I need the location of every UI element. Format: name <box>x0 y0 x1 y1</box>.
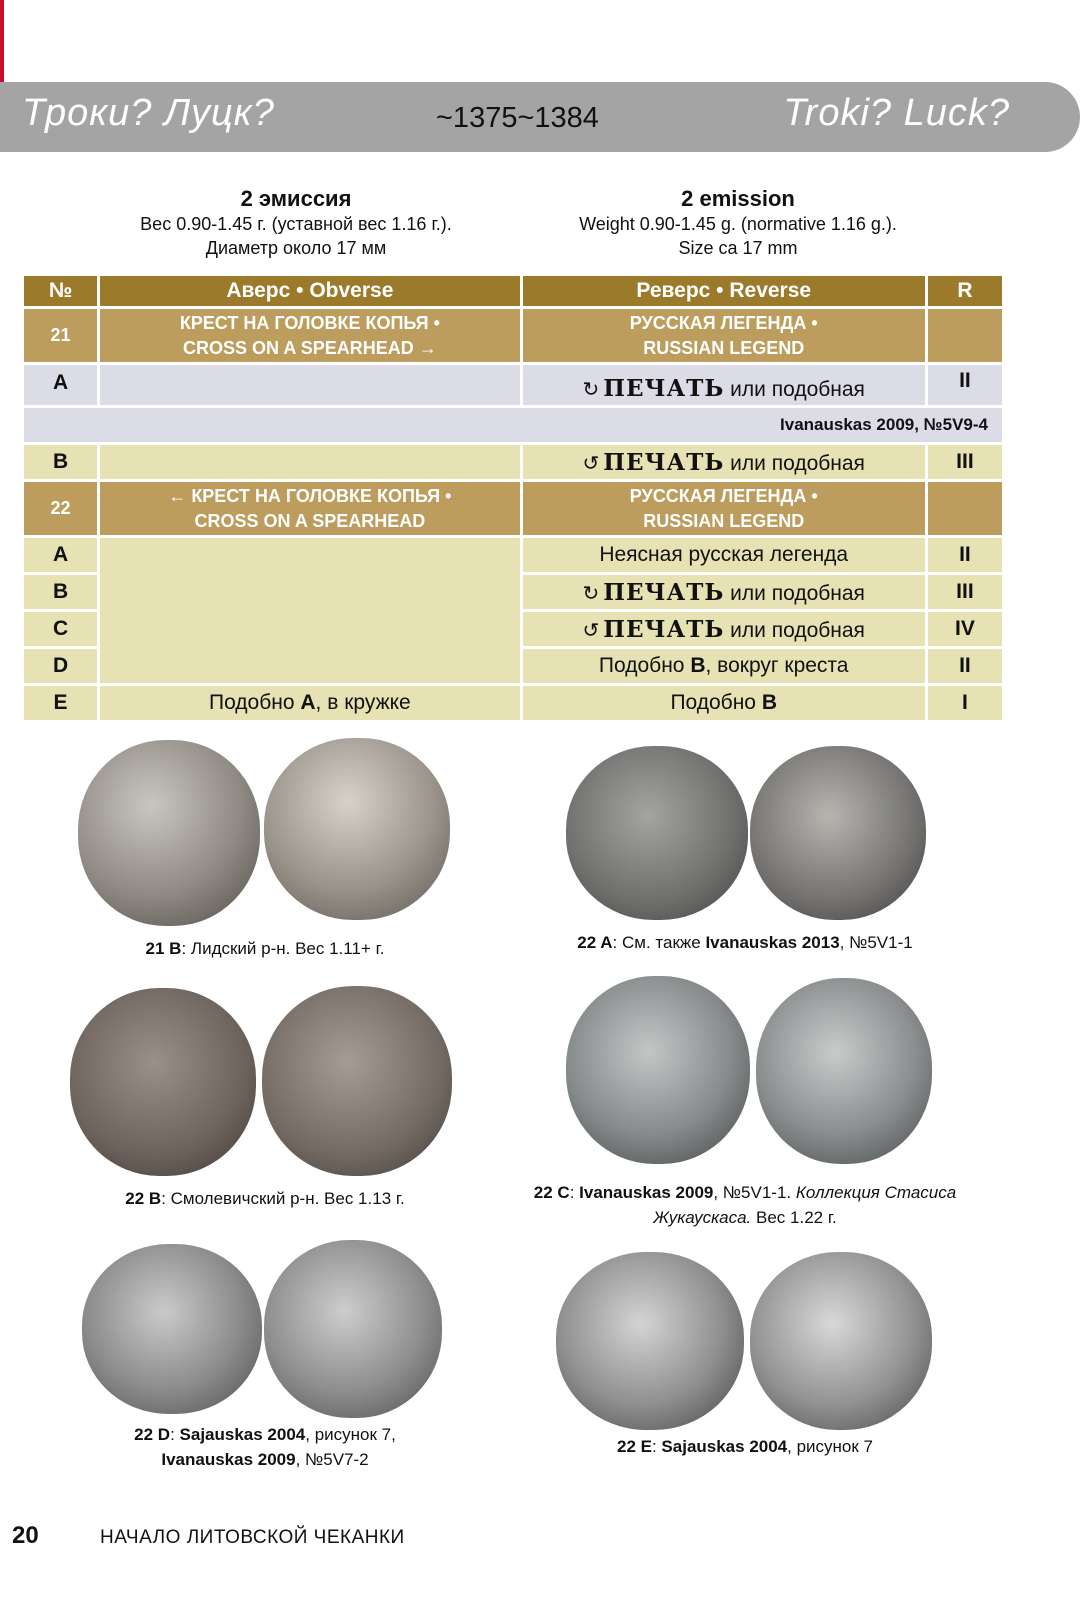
emission-ru-weight: Вес 0.90-1.45 г. (уставной вес 1.16 г.). <box>140 214 452 234</box>
caption-21b <box>90 936 440 961</box>
emission-en-size: Size ca 17 mm <box>678 238 798 258</box>
caption-22c <box>500 1180 990 1230</box>
table-row <box>24 538 1002 572</box>
title-ru: Троки? Луцк? <box>22 92 275 134</box>
legend-suffix: или подобная <box>724 451 865 475</box>
group-reverse-ru: РУССКАЯ ЛЕГЕНДА • <box>629 485 818 506</box>
row-id: A <box>24 538 97 572</box>
caption-22e <box>560 1434 930 1459</box>
row-reverse <box>523 575 925 609</box>
caption-text: : Смолевичский р-н. Вес 1.13 г. <box>161 1189 405 1208</box>
counterclockwise-arrow-icon: ↺ <box>582 619 600 642</box>
source-reference: Ivanauskas 2009, №5V9-4 <box>24 408 1002 442</box>
reverse-ref: B <box>761 691 777 714</box>
legend-word: ПЕЧАТЬ <box>603 615 725 643</box>
reverse-text: Подобно <box>598 654 691 677</box>
table-row <box>24 445 1002 479</box>
caption-text-2: , рисунок 7, <box>305 1425 396 1444</box>
group-obverse <box>100 309 519 362</box>
group-reverse <box>523 482 925 535</box>
caption-id: 22 A <box>577 933 613 952</box>
caption-22d <box>90 1422 440 1472</box>
caption-id: 22 B <box>125 1189 162 1208</box>
emission-en-weight: Weight 0.90-1.45 g. (normative 1.16 g.). <box>579 214 897 234</box>
coin-22d-obverse-image <box>82 1244 262 1414</box>
group-num: 22 <box>24 482 97 535</box>
caption-text: : <box>170 1425 180 1444</box>
row-id: C <box>24 612 97 646</box>
reverse-text-post: , вокруг креста <box>705 654 849 677</box>
row-rarity: IV <box>928 612 1002 646</box>
caption-text-2: , рисунок 7 <box>787 1437 873 1456</box>
legend-word: ПЕЧАТЬ <box>603 448 725 476</box>
caption-id: 21 B <box>145 939 182 958</box>
caption-ref: Sajauskas 2004 <box>179 1425 306 1444</box>
legend-word: ПЕЧАТЬ <box>603 578 725 606</box>
reverse-text: Подобно <box>670 691 762 714</box>
legend-word: ПЕЧАТЬ <box>603 374 725 402</box>
title-banner <box>0 82 1080 152</box>
caption-text: : <box>651 1437 662 1456</box>
table-header-row <box>24 276 1002 306</box>
caption-22b <box>70 1186 460 1211</box>
coin-22b-reverse-image <box>262 986 452 1176</box>
title-en: Troki? Luck? <box>783 92 1010 134</box>
coin-22c-obverse-image <box>566 976 750 1164</box>
caption-text-3: , №5V7-2 <box>295 1450 369 1469</box>
row-id: B <box>24 445 97 479</box>
caption-22a <box>520 930 970 955</box>
group-reverse-ru: РУССКАЯ ЛЕГЕНДА • <box>629 312 818 333</box>
row-rarity: III <box>928 445 1002 479</box>
table-row-source <box>24 408 1002 442</box>
caption-collection: Коллекция Стасиса Жукаускаса. <box>653 1183 957 1227</box>
emission-ru-size: Диаметр около 17 мм <box>205 238 387 258</box>
coin-22d-reverse-image <box>264 1240 442 1418</box>
row-rarity: II <box>928 649 1002 683</box>
caption-text-2: , №5V1-1. <box>713 1183 796 1202</box>
caption-ref: Sajauskas 2004 <box>661 1437 788 1456</box>
group-obverse-en: CROSS ON A SPEARHEAD → <box>183 337 437 358</box>
group-row-22 <box>24 482 1002 535</box>
row-id: B <box>24 575 97 609</box>
caption-text: : <box>569 1183 580 1202</box>
row-rarity: II <box>928 538 1002 572</box>
row-reverse <box>523 686 925 720</box>
obverse-text: Подобно <box>208 691 301 714</box>
row-reverse <box>523 365 925 405</box>
caption-ref-2: Ivanauskas 2009 <box>161 1450 296 1469</box>
clockwise-arrow-icon: ↻ <box>582 378 600 401</box>
row-reverse: Неясная русская легенда <box>523 538 925 572</box>
row-obverse-merged <box>100 538 519 683</box>
group-obverse-en: CROSS ON A SPEARHEAD <box>194 510 426 531</box>
row-obverse <box>100 365 519 405</box>
caption-id: 22 C <box>533 1183 570 1202</box>
row-reverse <box>523 445 925 479</box>
emission-en <box>518 186 958 260</box>
counterclockwise-arrow-icon: ↺ <box>582 452 600 475</box>
obverse-text-post: , в кружке <box>315 691 411 714</box>
row-reverse <box>523 649 925 683</box>
emission-ru-title: 2 эмиссия <box>240 186 352 211</box>
group-obverse-ru: КРЕСТ НА ГОЛОВКЕ КОПЬЯ • <box>179 312 440 333</box>
reverse-ref: B <box>690 654 706 677</box>
table-row <box>24 365 1002 405</box>
emission-en-title: 2 emission <box>681 186 795 211</box>
caption-text-3: Вес 1.22 г. <box>751 1208 837 1227</box>
coin-22b-obverse-image <box>70 988 256 1176</box>
coin-22c-reverse-image <box>756 978 932 1164</box>
date-range: ~1375~1384 <box>436 102 599 134</box>
row-rarity: III <box>928 575 1002 609</box>
legend-suffix: или подобная <box>724 581 865 605</box>
row-id: A <box>24 365 97 405</box>
group-rarity <box>928 482 1002 535</box>
group-row-21 <box>24 309 1002 362</box>
caption-text: : См. также <box>612 933 706 952</box>
obverse-ref: A <box>300 691 316 714</box>
coin-22a-obverse-image <box>566 746 748 920</box>
group-reverse <box>523 309 925 362</box>
caption-ref: Ivanauskas 2009 <box>579 1183 714 1202</box>
running-title: НАЧАЛО ЛИТОВСКОЙ ЧЕКАНКИ <box>100 1527 405 1548</box>
group-num: 21 <box>24 309 97 362</box>
legend-suffix: или подобная <box>724 377 865 401</box>
table-row <box>24 686 1002 720</box>
group-obverse <box>100 482 519 535</box>
coin-22a-reverse-image <box>750 746 926 920</box>
group-reverse-en: RUSSIAN LEGEND <box>643 337 805 358</box>
emission-ru <box>76 186 516 260</box>
row-rarity: I <box>928 686 1002 720</box>
row-obverse <box>100 686 519 720</box>
type-table <box>21 273 1005 723</box>
page-edge-accent <box>0 0 4 82</box>
caption-id: 22 D <box>134 1425 171 1444</box>
caption-id: 22 E <box>616 1437 652 1456</box>
group-rarity <box>928 309 1002 362</box>
row-id: E <box>24 686 97 720</box>
header-rarity: R <box>928 276 1002 306</box>
group-reverse-en: RUSSIAN LEGEND <box>643 510 805 531</box>
coin-21b-obverse-image <box>78 740 260 926</box>
legend-suffix: или подобная <box>724 618 865 642</box>
caption-text: : Лидский р-н. Вес 1.11+ г. <box>181 939 385 958</box>
group-obverse-ru: ← КРЕСТ НА ГОЛОВКЕ КОПЬЯ • <box>168 485 452 506</box>
header-reverse: Реверс • Reverse <box>523 276 925 306</box>
caption-ref: Ivanauskas 2013 <box>705 933 840 952</box>
row-rarity: II <box>928 365 1002 405</box>
row-obverse <box>100 445 519 479</box>
page-number: 20 <box>12 1522 39 1549</box>
header-num: № <box>24 276 97 306</box>
caption-text-2: , №5V1-1 <box>839 933 913 952</box>
coin-22e-reverse-image <box>750 1252 932 1430</box>
row-reverse <box>523 612 925 646</box>
header-obverse: Аверс • Obverse <box>100 276 519 306</box>
row-id: D <box>24 649 97 683</box>
coin-22e-obverse-image <box>556 1252 744 1430</box>
clockwise-arrow-icon: ↻ <box>582 582 600 605</box>
coin-21b-reverse-image <box>264 738 450 920</box>
